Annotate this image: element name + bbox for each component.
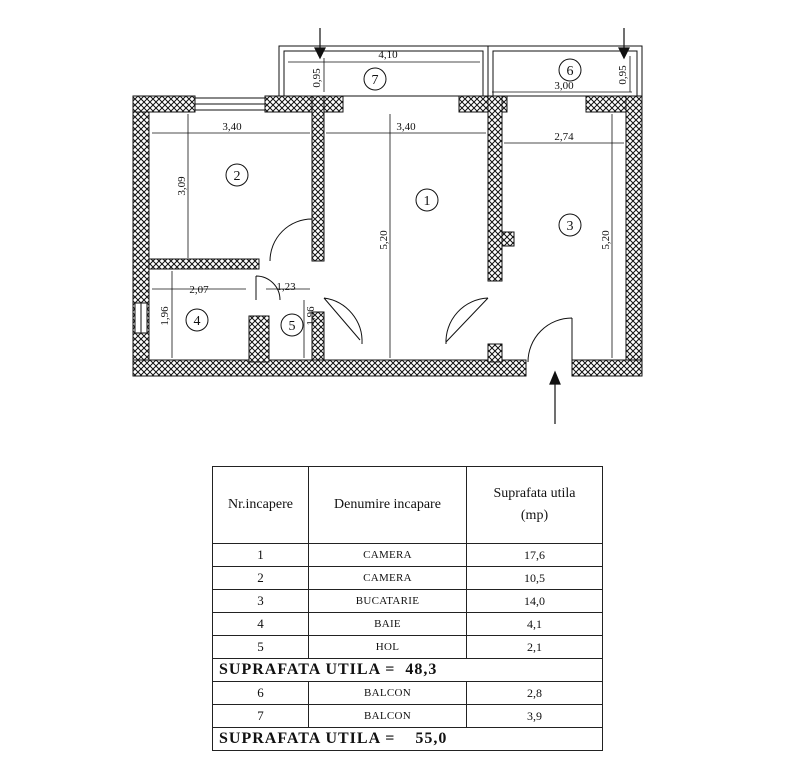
cell-area: 4,1: [467, 613, 603, 636]
cell-name: CAMERA: [309, 567, 467, 590]
room-number-4: 4: [193, 314, 201, 329]
dim-balcony7-depth: 0,95: [311, 68, 323, 88]
table-header-row: [213, 467, 603, 544]
header-name: Denumire incapare: [309, 467, 467, 544]
total-value-2: 55,0: [415, 730, 448, 747]
dim-room3-height: 5,20: [600, 230, 612, 250]
cell-name: CAMERA: [309, 544, 467, 567]
table-row: [213, 705, 603, 728]
cell-name: BALCON: [309, 705, 467, 728]
table-row: [213, 682, 603, 705]
dim-room5-width: 1,23: [276, 281, 296, 293]
table-row: [213, 613, 603, 636]
cell-name: HOL: [309, 636, 467, 659]
table-row: [213, 544, 603, 567]
dim-room2-width: 3,40: [222, 121, 242, 133]
cell-nr: 3: [213, 590, 309, 613]
doors: [256, 219, 572, 362]
room-number-2: 2: [233, 169, 241, 184]
room-number-5: 5: [288, 319, 296, 334]
table-row: [213, 567, 603, 590]
cell-nr: 1: [213, 544, 309, 567]
room-number-1: 1: [423, 194, 431, 209]
cell-area: 3,9: [467, 705, 603, 728]
dim-balcony6-depth: 0,95: [617, 65, 629, 85]
dim-room4-width: 2,07: [189, 284, 209, 296]
header-area: [467, 467, 603, 544]
dim-balcony7-width: 4,10: [378, 49, 398, 61]
cell-area: 2,1: [467, 636, 603, 659]
cell-nr: 4: [213, 613, 309, 636]
cell-nr: 5: [213, 636, 309, 659]
dim-room1-width: 3,40: [396, 121, 416, 133]
cell-nr: 6: [213, 682, 309, 705]
room-number-3: 3: [566, 219, 574, 234]
dim-balcony6-width: 3,00: [554, 80, 574, 92]
total-cell-1: [213, 659, 603, 682]
dim-room1-height: 5,20: [378, 230, 390, 250]
dim-room2-height: 3,09: [176, 176, 188, 196]
area-table: [212, 466, 602, 751]
header-area-line1: Suprafata utila: [493, 486, 576, 501]
total-label-1: SUPRAFATA UTILA =: [219, 661, 396, 678]
total-row-2: [213, 728, 603, 751]
cell-nr: 2: [213, 567, 309, 590]
total-label-2: SUPRAFATA UTILA =: [219, 730, 396, 747]
cell-name: BAIE: [309, 613, 467, 636]
cell-name: BUCATARIE: [309, 590, 467, 613]
room-number-6: 6: [566, 64, 574, 79]
dim-room3-width: 2,74: [554, 131, 574, 143]
total-row-1: [213, 659, 603, 682]
dim-room5-height: 1,96: [305, 306, 317, 326]
cell-name: BALCON: [309, 682, 467, 705]
dim-room4-height: 1,96: [159, 306, 171, 326]
cell-nr: 7: [213, 705, 309, 728]
cell-area: 2,8: [467, 682, 603, 705]
total-value-1: 48,3: [405, 661, 438, 678]
table-row: [213, 636, 603, 659]
cell-area: 14,0: [467, 590, 603, 613]
table-row: [213, 590, 603, 613]
total-cell-2: [213, 728, 603, 751]
cell-area: 10,5: [467, 567, 603, 590]
header-area-line2: (mp): [520, 508, 549, 523]
cell-area: 17,6: [467, 544, 603, 567]
header-nr: Nr.incapere: [213, 467, 309, 544]
room-number-7: 7: [371, 73, 379, 88]
